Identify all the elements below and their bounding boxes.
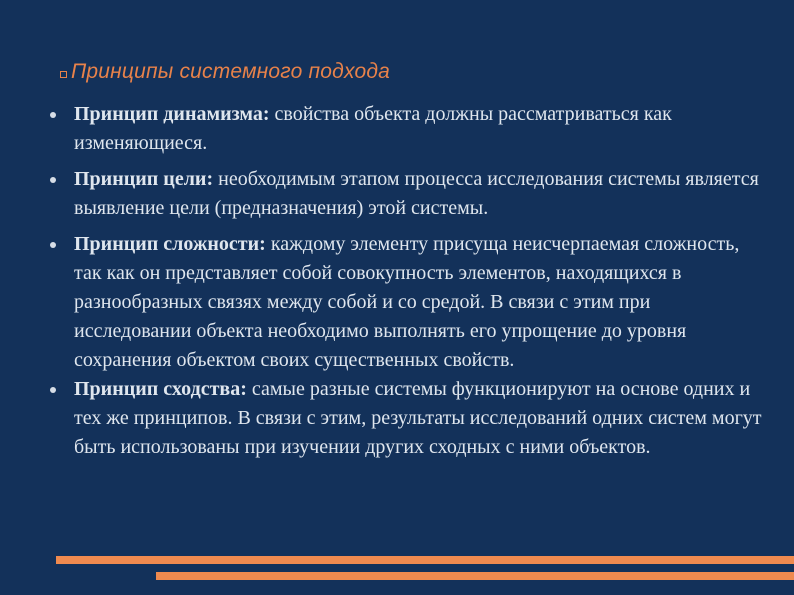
principles-list [50,100,770,462]
list-item-complexity [50,230,770,375]
item-term: Принцип сходства: [74,378,247,400]
accent-bar-top [56,556,794,564]
bullet-dot-icon [50,112,56,118]
item-term: Принцип динамизма: [74,103,270,125]
list-item-goal [50,165,770,223]
title-row [60,60,390,84]
item-term: Принцип сложности: [74,233,266,255]
square-bullet-icon [60,71,67,78]
list-item-dynamism [50,100,770,158]
bullet-dot-icon [50,242,56,248]
accent-bar-bottom [156,572,794,580]
bullet-dot-icon [50,387,56,393]
item-text: свойства объекта должны рассматриваться как изменяющиеся. [74,103,672,154]
item-text: каждому элементу присуща неисчерпаемая сложность, так как он представляет собой совокупность элементов, находящихся в разнообразных связях между собой и со средой. В связи с этим при исследовании объекта необходимо выполнять его упрощение до уровня сохранения объектом своих существенных свойств. [74,233,740,371]
item-text: необходимым этапом процесса исследования системы является выявление цели (предназначения) этой системы. [74,168,759,219]
bullet-dot-icon [50,177,56,183]
item-term: Принцип цели: [74,168,214,190]
item-text: самые разные системы функционируют на основе одних и тех же принципов. В связи с этим, результаты исследований одних систем могут быть использованы при изучении других сходных с ними объектов. [74,378,762,458]
list-item-similarity [50,375,770,462]
slide-title: Принципы системного подхода [71,60,391,83]
